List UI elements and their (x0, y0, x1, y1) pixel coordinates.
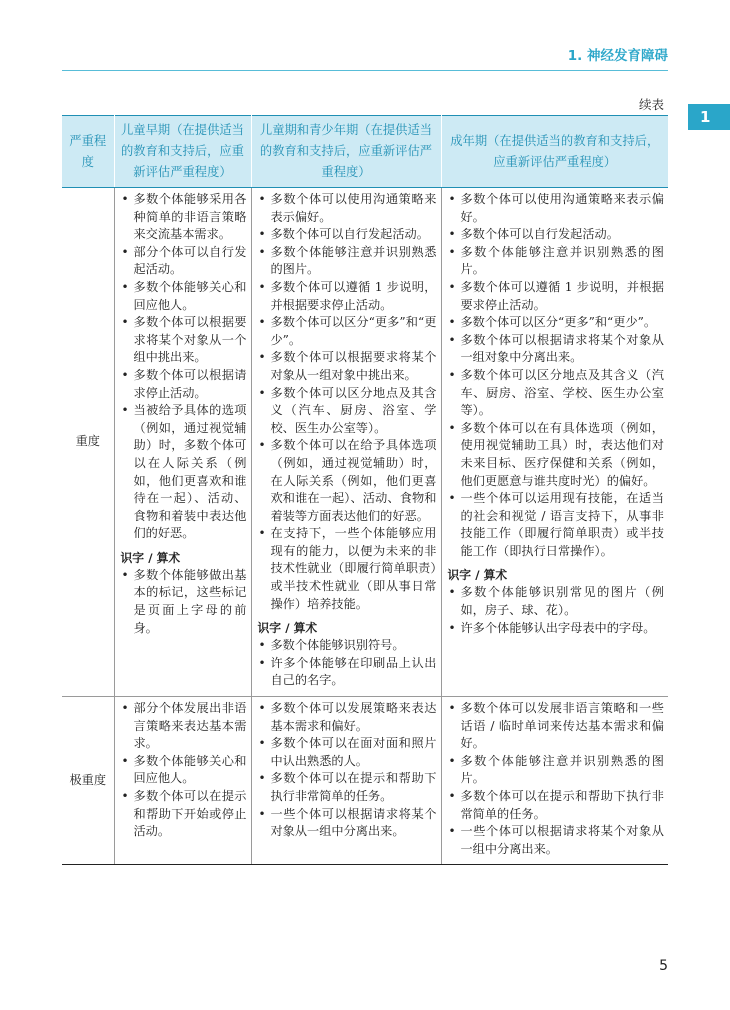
bullet-icon: • (258, 806, 266, 821)
bullet-icon: • (121, 315, 129, 330)
bullet-list (121, 191, 247, 543)
list-item-text: 多数个体能够关心和回应他人。 (133, 753, 247, 786)
bullet-icon: • (258, 350, 266, 365)
bullet-icon: • (121, 244, 129, 259)
list-item-text: 多数个体可以发展策略来表达基本需求和偏好。 (270, 701, 437, 733)
list-item (448, 314, 665, 332)
list-item-text: 多数个体可以区分地点及其含义（汽车、厨房、浴室、学校、医生办公室等）。 (460, 367, 664, 418)
bullet-icon: • (258, 771, 266, 786)
bullet-icon: • (448, 491, 456, 506)
bullet-icon: • (258, 315, 266, 330)
column-header-early-childhood: 儿童早期（在提供适当的教育和支持后，应重新评估严重程度） (114, 116, 251, 188)
list-item (121, 402, 247, 543)
list-item-text: 多数个体可以在给予具体选项（例如，通过视觉辅助）时，在人际关系（例如，他们更喜欢和谁在一起）、活动、食物和着装等方面表达他们的好恶。 (270, 438, 437, 523)
bullet-list (121, 567, 247, 637)
bullet-icon: • (258, 279, 266, 294)
list-item (448, 620, 665, 638)
list-item-text: 多数个体可以根据要求将某个对象从一个组中挑出来。 (133, 315, 247, 365)
bullet-icon: • (448, 753, 456, 768)
list-item (121, 788, 247, 841)
bullet-icon: • (121, 789, 129, 803)
list-item-text: 多数个体能够注意并识别熟悉的图片。 (460, 244, 664, 277)
list-item-text: 多数个体能够注意并识别熟悉的图片。 (460, 753, 664, 786)
severity-table (62, 115, 668, 865)
list-item-text: 多数个体可以发展非语言策略和一些话语 / 临时单词来传达基本需求和偏好。 (460, 701, 664, 751)
bullet-icon: • (258, 244, 266, 259)
bullet-icon: • (121, 367, 129, 382)
list-item-text: 多数个体能够关心和回应他人。 (133, 279, 247, 312)
bullet-icon: • (121, 753, 129, 768)
severity-cell: 重度 (62, 188, 114, 697)
list-item-text: 多数个体可以在有具体选项（例如，使用视觉辅助工具）时，表达他们对未来目标、医疗保健和关系（例如，他们更愿意与谁共度时光）的偏好。 (460, 420, 664, 488)
bullet-icon: • (448, 227, 456, 242)
bullet-icon: • (448, 244, 456, 259)
list-item-text: 许多个体能够在印刷品上认出自己的名字。 (270, 655, 437, 688)
page-number: 5 (659, 958, 668, 974)
list-item-text: 多数个体可以根据要求将某个对象从一组对象中挑出来。 (270, 350, 437, 382)
list-item-text: 一些个体可以运用现有技能，在适当的社会和视觉 / 语言支持下，从事非技能工作（即履行简单职责）或半技能工作（即执行日常操作）。 (460, 491, 664, 558)
list-item (258, 226, 437, 244)
severity-cell: 极重度 (62, 697, 114, 865)
column-header-childhood-adolescence: 儿童期和青少年期（在提供适当的教育和支持后，应重新评估严重程度） (251, 116, 441, 188)
bullet-icon: • (258, 227, 266, 242)
list-item (121, 279, 247, 314)
list-item (448, 823, 665, 858)
list-item (121, 367, 247, 402)
column-header-adulthood: 成年期（在提供适当的教育和支持后，应重新评估严重程度） (441, 116, 668, 188)
list-item (448, 226, 665, 244)
header-rule (62, 70, 668, 71)
cell-adulthood (441, 188, 668, 697)
list-item (121, 700, 247, 753)
continued-label: 续表 (638, 97, 664, 112)
list-item (121, 567, 247, 637)
list-item-text: 多数个体能够注意并识别熟悉的图片。 (270, 244, 437, 277)
list-item-text: 部分个体可以自行发起活动。 (133, 244, 247, 277)
list-item (258, 437, 437, 525)
bullet-list (258, 637, 437, 690)
list-item (448, 490, 665, 560)
bullet-icon: • (448, 789, 456, 803)
bullet-list (258, 191, 437, 613)
bullet-icon: • (448, 824, 456, 839)
bullet-icon: • (448, 192, 456, 206)
list-item-text: 多数个体可以遵循 1 步说明，并根据要求停止活动。 (460, 279, 664, 312)
bullet-icon: • (258, 736, 266, 751)
bullet-icon: • (448, 620, 456, 635)
list-item (258, 655, 437, 690)
list-item (258, 191, 437, 226)
list-item (258, 349, 437, 384)
chapter-tab: 1 (688, 104, 730, 130)
subsection-title: 识字 / 算术 (120, 550, 181, 565)
list-item (258, 637, 437, 655)
bullet-icon: • (258, 438, 266, 453)
list-item (121, 244, 247, 279)
list-item (448, 584, 665, 619)
bullet-icon: • (258, 701, 266, 716)
bullet-list (121, 700, 247, 841)
list-item (121, 314, 247, 367)
list-item-text: 当被给予具体的选项（例如，通过视觉辅助）时，多数个体可以在人际关系（例如，他们更喜欢和谁待在一起）、活动、食物和着装中表达他们的好恶。 (133, 403, 247, 541)
list-item-text: 许多个体能够认出字母表中的字母。 (460, 620, 656, 635)
cell-adulthood (441, 697, 668, 865)
list-item-text: 在支持下，一些个体能够应用现有的能力，以便为未来的非技术性就业（即履行简单职责）或半技术性就业（即从事日常操作）培养技能。 (270, 526, 437, 611)
list-item-text: 多数个体可以遵循 1 步说明，并根据要求停止活动。 (270, 279, 437, 312)
bullet-icon: • (258, 638, 266, 653)
list-item-text: 多数个体能够识别符号。 (270, 638, 405, 653)
bullet-icon: • (258, 526, 266, 541)
list-item-text: 多数个体可以自行发起活动。 (460, 227, 619, 242)
cell-childhood-adolescence (251, 697, 441, 865)
bullet-icon: • (258, 385, 266, 400)
column-header-severity: 严重程度 (62, 116, 114, 188)
list-item (258, 770, 437, 805)
bullet-icon: • (121, 701, 129, 716)
list-item (258, 244, 437, 279)
subsection-title: 识字 / 算术 (447, 568, 508, 583)
list-item (448, 788, 665, 823)
list-item-text: 部分个体发展出非语言策略来表达基本需求。 (133, 701, 247, 751)
list-item-text: 多数个体可以在提示和帮助下执行非常简单的任务。 (270, 771, 437, 803)
list-item (258, 279, 437, 314)
bullet-icon: • (121, 192, 129, 206)
list-item (258, 735, 437, 770)
list-item-text: 多数个体可以区分地点及其含义（汽车、厨房、浴室、学校、医生办公室等）。 (270, 385, 437, 435)
bullet-icon: • (448, 367, 456, 382)
list-item-text: 多数个体能够做出基本的标记，这些标记是页面上字母的前身。 (133, 567, 247, 635)
cell-early-childhood (114, 188, 251, 697)
list-item-text: 多数个体可以根据请求将某个对象从一组对象中分离出来。 (460, 332, 664, 365)
subsection-title: 识字 / 算术 (257, 621, 318, 636)
bullet-icon: • (448, 315, 456, 330)
list-item-text: 多数个体可以使用沟通策略来表示偏好。 (270, 192, 437, 224)
bullet-icon: • (448, 279, 456, 294)
list-item (258, 385, 437, 438)
running-header-title: 1. 神经发育障碍 (567, 48, 668, 64)
bullet-icon: • (448, 585, 456, 600)
list-item-text: 多数个体可以使用沟通策略来表示偏好。 (460, 192, 664, 224)
list-item (121, 753, 247, 788)
list-item (258, 806, 437, 841)
list-item (448, 244, 665, 279)
list-item (121, 191, 247, 244)
list-item (448, 332, 665, 367)
list-item-text: 多数个体可以在提示和帮助下执行非常简单的任务。 (460, 789, 664, 821)
list-item-text: 多数个体可以自行发起活动。 (270, 227, 429, 242)
list-item (448, 367, 665, 420)
bullet-icon: • (448, 332, 456, 347)
list-item-text: 一些个体可以根据请求将某个对象从一组中分离出来。 (460, 824, 664, 856)
bullet-icon: • (448, 420, 456, 435)
list-item-text: 多数个体可以在面对面和照片中认出熟悉的人。 (270, 736, 437, 768)
list-item-text: 一些个体可以根据请求将某个对象从一组中分离出来。 (270, 806, 437, 839)
list-item (258, 314, 437, 349)
list-item (448, 753, 665, 788)
cell-early-childhood (114, 697, 251, 865)
cell-childhood-adolescence (251, 188, 441, 697)
bullet-icon: • (121, 567, 129, 582)
bullet-icon: • (121, 279, 129, 294)
list-item (448, 420, 665, 490)
list-item-text: 多数个体可以区分“更多”和“更少”。 (270, 315, 437, 347)
list-item (258, 525, 437, 613)
bullet-list (448, 700, 665, 858)
bullet-list (448, 584, 665, 637)
bullet-icon: • (258, 192, 266, 206)
list-item (448, 191, 665, 226)
list-item-text: 多数个体可以区分“更多”和“更少”。 (460, 315, 657, 330)
bullet-icon: • (121, 403, 129, 418)
bullet-icon: • (258, 655, 266, 670)
table-row (62, 697, 668, 865)
list-item-text: 多数个体能够采用各种简单的非语言策略来交流基本需求。 (133, 192, 247, 242)
bullet-list (448, 191, 665, 560)
list-item-text: 多数个体能够识别常见的图片（例如，房子、球、花）。 (460, 585, 664, 618)
list-item (448, 700, 665, 753)
list-item (448, 279, 665, 314)
list-item (258, 700, 437, 735)
table-row (62, 188, 668, 697)
list-item-text: 多数个体可以在提示和帮助下开始或停止活动。 (133, 789, 247, 839)
bullet-icon: • (448, 701, 456, 716)
list-item-text: 多数个体可以根据请求停止活动。 (133, 367, 247, 400)
table-header-row (62, 116, 668, 188)
bullet-list (258, 700, 437, 841)
